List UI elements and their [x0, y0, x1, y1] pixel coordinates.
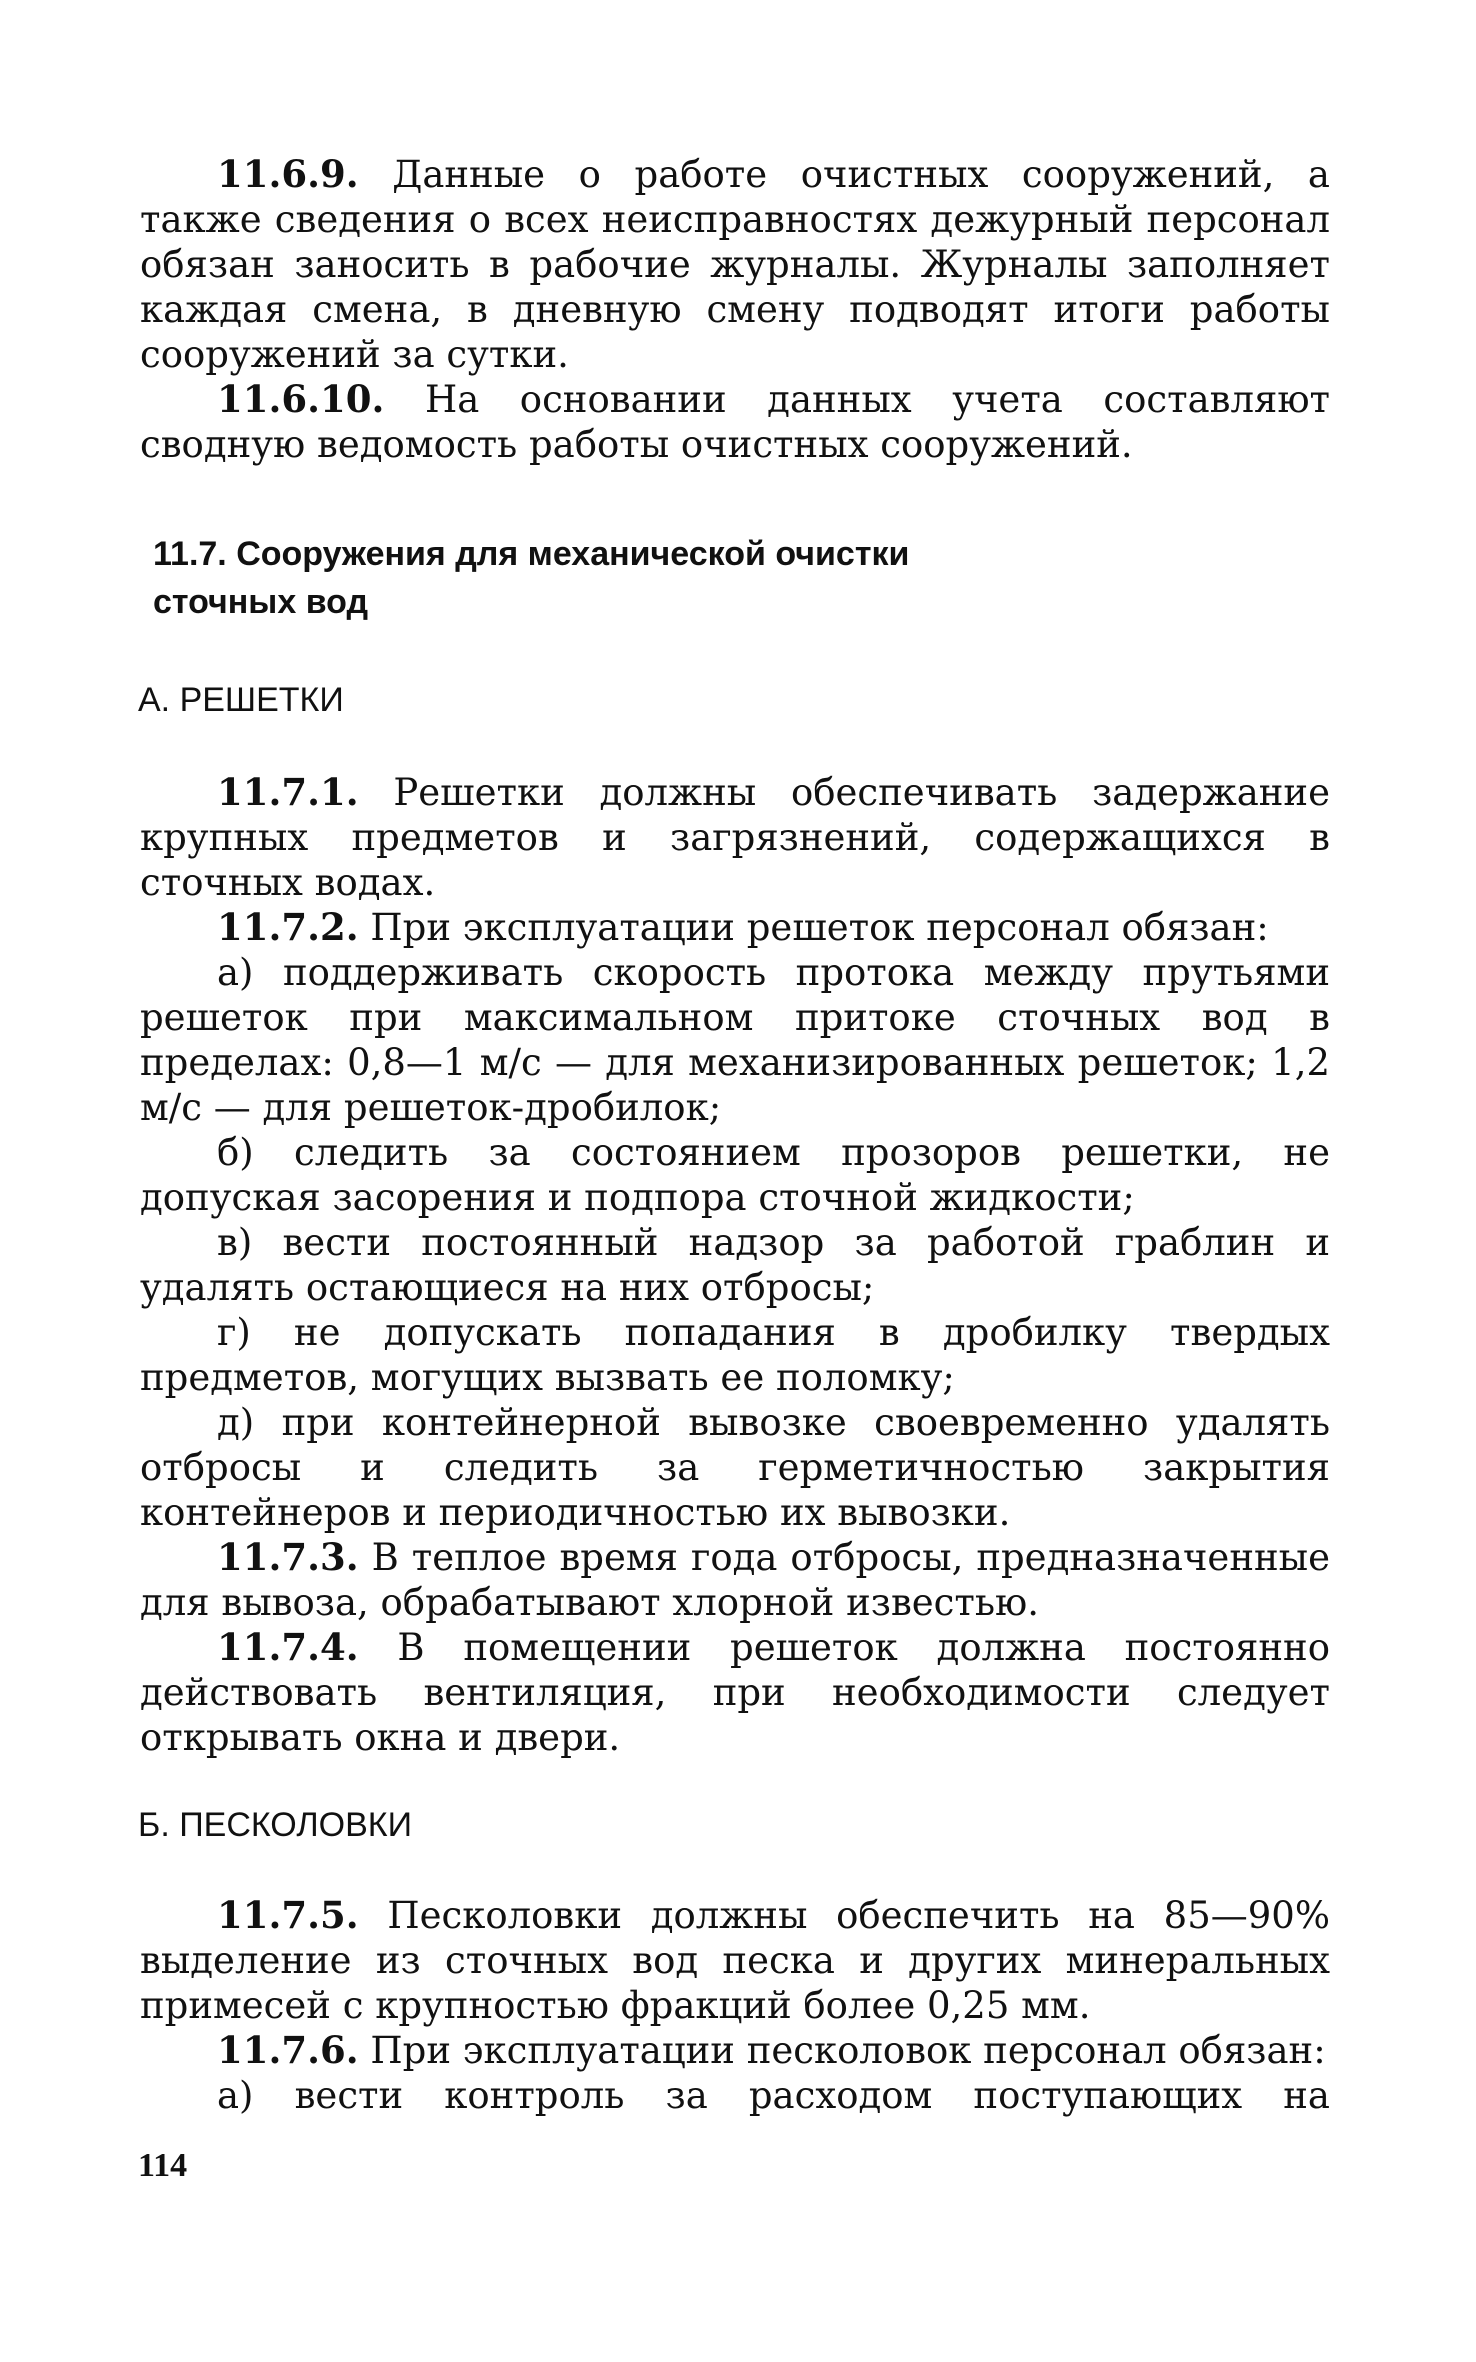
paragraph-11-7-5	[140, 1893, 1330, 2028]
paragraph-11-6-10	[140, 377, 1330, 467]
grates-block	[140, 770, 1330, 1760]
paragraph-11-7-1	[140, 770, 1330, 905]
page-number: 114	[138, 2147, 188, 2184]
list-item-a: а) поддерживать скорость протока между прутьями решеток при максимальном притоке сточных вод в пределах: 0,8—1 м/с — для механизированных решеток; 1,2 м/с — для решеток-дробилок;	[140, 951, 1330, 1129]
paragraph-number: 11.7.3.	[217, 1535, 359, 1579]
list-item-g: г) не допускать попадания в дробилку твердых предметов, могущих вызвать ее поломку;	[140, 1311, 1330, 1399]
paragraph-number: 11.6.9.	[217, 152, 359, 196]
paragraph-text: В помещении решеток должна постоянно действовать вентиляция, при необходимости следует открывать окна и двери.	[140, 1626, 1330, 1759]
paragraph-number: 11.7.4.	[217, 1625, 359, 1669]
subsection-heading-sand-traps: Б. ПЕСКОЛОВКИ	[138, 1806, 413, 1844]
paragraph-11-7-6	[140, 2028, 1330, 2073]
paragraph-text: Решетки должны обеспечивать задержание крупных предметов и загрязнений, содержащихся в сточных водах.	[140, 771, 1330, 904]
paragraph-number: 11.7.6.	[217, 2028, 359, 2072]
section-title-line-2: сточных вод	[153, 583, 369, 621]
paragraph-number: 11.7.5.	[217, 1893, 359, 1937]
paragraph-11-7-2	[140, 905, 1330, 950]
paragraph-text: При эксплуатации песколовок персонал обязан:	[370, 2029, 1326, 2072]
list-item-d: д) при контейнерной вывозке своевременно удалять отбросы и следить за герметичностью закрытия контейнеров и периодичностью их вывозки.	[140, 1401, 1330, 1534]
subsection-heading-grates: А. РЕШЕТКИ	[138, 681, 344, 719]
section-title-line-1: 11.7. Сооружения для механической очистки	[153, 535, 910, 573]
sand-traps-block	[140, 1893, 1330, 2118]
paragraph-text: При эксплуатации решеток персонал обязан:	[370, 906, 1269, 949]
paragraph-text: В теплое время года отбросы, предназначенные для вывоза, обрабатывают хлорной известью.	[140, 1536, 1330, 1624]
list-item-a-sand: а) вести контроль за расходом поступающих на	[217, 2074, 1330, 2117]
list-item-b: б) следить за состоянием прозоров решетки, не допуская засорения и подпора сточной жидкости;	[140, 1131, 1330, 1219]
paragraph-11-6-9	[140, 152, 1330, 377]
paragraph-number: 11.7.2.	[217, 905, 359, 949]
paragraph-text: На основании данных учета составляют сводную ведомость работы очистных сооружений.	[140, 378, 1331, 466]
paragraph-text: Данные о работе очистных сооружений, а также сведения о всех неисправностях дежурный персонал обязан заносить в рабочие журналы. Журналы заполняет каждая смена, в дневную смену подводят итоги работы сооружений за сутки.	[140, 153, 1330, 376]
paragraph-number: 11.7.1.	[217, 770, 359, 814]
paragraph-11-7-4	[140, 1625, 1330, 1760]
intro-block	[140, 152, 1330, 467]
list-item-v: в) вести постоянный надзор за работой граблин и удалять остающиеся на них отбросы;	[140, 1221, 1330, 1309]
paragraph-number: 11.6.10.	[217, 377, 385, 421]
paragraph-text: Песколовки должны обеспечить на 85—90% выделение из сточных вод песка и других минеральных примесей с крупностью фракций более 0,25 мм.	[140, 1894, 1330, 2027]
paragraph-11-7-3	[140, 1535, 1330, 1625]
